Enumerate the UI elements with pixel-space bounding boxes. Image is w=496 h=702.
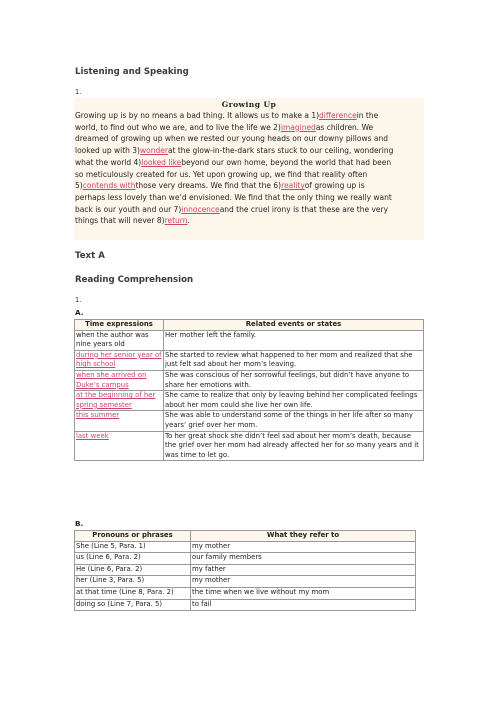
passage-line	[74, 133, 424, 145]
passage-text: Growing up is by no means a bad thing. It allows us to make a 1)	[75, 111, 320, 120]
table-row	[75, 411, 424, 431]
refers-to: to fail	[191, 599, 416, 611]
table-a-header-events: Related events or states	[164, 320, 424, 331]
heading-listening-speaking: Listening and Speaking	[75, 67, 189, 77]
table-b-header-refers: What they refer to	[191, 531, 416, 542]
passage-line	[74, 169, 424, 181]
pronoun-phrase: doing so (Line 7, Para. 5)	[75, 599, 191, 611]
passage-line	[74, 180, 424, 192]
refers-to: our family members	[191, 553, 416, 565]
related-event: Her mother left the family.	[164, 330, 424, 350]
related-event: She came to realize that only by leaving behind her complicated feelings about her mom could she live her own life.	[164, 391, 424, 411]
pronoun-phrase: at that time (Line 8, Para. 2)	[75, 587, 191, 599]
passage-body	[74, 110, 424, 227]
exercise-number: 1.	[75, 88, 82, 96]
related-event: To her great shock she didn’t feel sad about her mom’s death, because the grief over her mom had already affected her for so many years and it was time to let go.	[164, 431, 424, 461]
part-b-label: B.	[75, 519, 84, 528]
passage-text: looked up with 3)	[75, 146, 140, 156]
table-row	[75, 599, 416, 611]
passage-text: at the glow-in-the-dark stars stuck to our ceiling, wondering	[167, 146, 394, 156]
time-expression: during her senior year of high school	[76, 350, 162, 369]
passage-text: world, to find out who we are, and to live the life we 2)	[75, 122, 281, 132]
passage-line	[74, 192, 424, 204]
passage-text: so meticulously created for us. Yet upon growing up, we find that reality often	[75, 169, 368, 179]
table-a	[74, 319, 424, 461]
time-expression: this summer	[76, 411, 120, 420]
refers-to: my mother	[191, 576, 416, 588]
answer-blank: looked like	[141, 157, 182, 167]
table-row	[75, 350, 424, 370]
answer-blank: difference	[319, 111, 357, 120]
refers-to: the time when we live without my mom	[191, 587, 416, 599]
passage-text: 5)	[75, 181, 83, 191]
time-expression: when she arrived on Duke’s campus	[76, 370, 147, 389]
refers-to: my mother	[191, 541, 416, 553]
passage-text: and the cruel irony is that these are the very	[219, 204, 389, 214]
passage-text: .	[187, 216, 190, 226]
exercise-number: 1.	[75, 296, 82, 304]
passage-line	[74, 215, 424, 227]
answer-blank: return	[164, 216, 188, 226]
passage-line	[74, 110, 424, 122]
answer-blank: imagined	[280, 122, 316, 132]
table-row	[75, 391, 424, 411]
table-row	[75, 564, 416, 576]
related-event: She started to review what happened to her mom and realized that she just felt sad about her mom’s leaving.	[164, 350, 424, 370]
related-event: She was conscious of her sorrowful feelings, but didn’t have anyone to share her emotions with.	[164, 370, 424, 390]
pronoun-phrase: her (Line 3, Para. 5)	[75, 576, 191, 588]
table-b-wrap	[74, 530, 416, 611]
table-row	[75, 330, 424, 350]
table-row	[75, 541, 416, 553]
passage-text: things that will never 8)	[75, 216, 165, 226]
answer-blank: innocence	[181, 204, 220, 214]
related-event: She was able to understand some of the things in her life after so many years’ grief over her mom.	[164, 411, 424, 431]
table-a-wrap	[74, 319, 424, 461]
time-expression: at the beginning of her spring semester	[76, 391, 156, 409]
table-a-header-time: Time expressions	[75, 320, 164, 331]
heading-reading-comprehension: Reading Comprehension	[75, 275, 194, 285]
table-b-header-pronouns: Pronouns or phrases	[75, 531, 191, 542]
passage-text: in the	[356, 111, 379, 120]
passage-title: Growing Up	[221, 100, 277, 109]
pronoun-phrase: She (Line 5, Para. 1)	[75, 541, 191, 553]
answer-blank: reality	[281, 181, 305, 191]
passage-line	[74, 157, 424, 169]
passage-text: those very dreams. We find that the 6)	[135, 181, 282, 191]
table-row	[75, 576, 416, 588]
time-expression: last week	[76, 431, 109, 440]
passage-text: of growing up is	[304, 181, 365, 191]
passage-box	[74, 98, 424, 240]
passage-line	[74, 145, 424, 157]
passage-text: as children. We	[315, 122, 374, 132]
passage-text: perhaps less lovely than we’d envisioned. We find that the only thing we really want	[75, 192, 392, 202]
passage-text: beyond our own home, beyond the world that had been	[181, 157, 392, 167]
passage-line	[74, 204, 424, 216]
passage-text: back is our youth and our 7)	[75, 204, 182, 214]
answer-blank: wonder	[140, 146, 168, 156]
table-row	[75, 553, 416, 565]
table-row	[75, 431, 424, 461]
part-a-label: A.	[75, 308, 84, 317]
passage-text: dreamed of growing up when we rested our young heads on our downy pillows and	[75, 134, 388, 144]
table-row	[75, 370, 424, 390]
passage-text: what the world 4)	[75, 157, 142, 167]
pronoun-phrase: He (Line 6, Para. 2)	[75, 564, 191, 576]
answer-blank: contends with	[82, 181, 136, 191]
pronoun-phrase: us (Line 6, Para. 2)	[75, 553, 191, 565]
refers-to: my father	[191, 564, 416, 576]
time-expression: when the author was nine years old	[76, 330, 149, 349]
table-b	[74, 530, 416, 611]
table-row	[75, 587, 416, 599]
passage-line	[74, 122, 424, 134]
heading-text-a: Text A	[75, 251, 105, 261]
